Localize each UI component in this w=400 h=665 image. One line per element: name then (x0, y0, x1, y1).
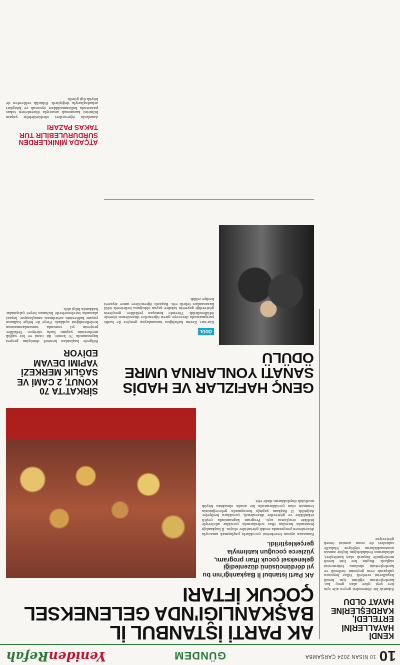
column-divider (319, 309, 320, 639)
hafiz-story (104, 205, 314, 395)
main-headline: AK PARTİ İSTANBUL İL BAŞKANLIĞI'NDA GELENEKSEL ÇOCUK İFTARI (24, 583, 314, 642)
newspaper-logo: YenidenRefah (6, 648, 107, 663)
photo-banner (6, 408, 196, 439)
iftar-photo (6, 408, 196, 578)
bottom-right-headline: ATÇADA MİNİKLERDEN SÜRDÜRÜLEBİLİR TÜR TAKAS PAZARI (18, 123, 98, 145)
right-story (6, 155, 98, 395)
left-story (324, 309, 394, 639)
category-tag: ÖDÜL (199, 329, 212, 334)
main-deck: AK Parti İstanbul İl Başkanlığı'nın bu yıl dördüncüsünü düzenlediği geleneksel çocuk iftarı programı, yüzlerce çocuğun katılımıyla gerçekleştirildi. (202, 540, 314, 578)
hafiz-headline: GENÇ HAFIZLAR VE HADİS SANATI YONLARINA UMRE ÖDÜLÜ (123, 349, 314, 396)
issue-date: 10 NİSAN 2024 ÇARŞAMBA (305, 653, 376, 659)
left-story-body: Sıkıntılı bir dönemden geçen aile için her şeyi göze alan genç kız, kardeşlerinin eğitimi için kendi hayallerini erteledi. Yıllar boyunca çalışarak evin geçimini üstlendi ve kardeşlerinin okulunu bitirmesini sağladı. Bugün her biri kendi mesleğinde başarılı olan kardeşleri, ablalarının fedakârlığını hiçbir zaman unutmadıklarını söylüyor. Mahalle sakinleri de onun azmini örnek gösteriyor. (324, 536, 394, 592)
main-story (6, 401, 314, 641)
hafiz-body: Kur'an-ı Kerim hafızlığını tamamlayan gençler ile hadis yarışmasında dereceye giren öğrenciler düzenlenen törenle ödüllendirildi. Törende konuşan yetkililer, gençlerin gösterdiği gayretin takdire şayan olduğunu belirterek ödül kazananları tebrik etti. Başarılı öğrencilere umre ziyareti hediye edildi. (104, 297, 214, 324)
masthead (0, 644, 400, 665)
main-body: Ramazan ayının bereketini çocuklarla paylaşmak amacıyla düzenlenen programda renkli görüntüler oluştu. İl başkanlığı binasında kurulan iftar sofralarında çocuklar aileleriyle birlikte oruçlarını açtı. Program kapsamında çeşitli etkinlikler ve gösteriler düzenlendi, çocuklara hediyeler dağıtıldı. İl Başkanı yaptığı konuşmada geleceğimizin teminatı olan çocuklarımızla bir arada olmaktan büyük mutluluk duyduklarını ifade etti. (202, 499, 314, 536)
award-ceremony-photo (219, 225, 314, 345)
right-story-body: Bölgede başlatılan kentsel dönüşüm projesi kapsamında 70 konut, iki cami ve bir sağlık merkezinin yapımı hızla sürüyor. Yetkililer projenin yıl sonunda tamamlanmasının hedeflendiğini açıkladı. Proje ile bölge halkının yaşam kalitesinin artırılması amaçlanıyor. İnşaat alanında incelemelerde bulunan heyet çalışmalar hakkında bilgi aldı. (6, 306, 98, 343)
right-story-headline: SİRKAT'TA 70 KONUT, 2 CAMİ VE SAĞLIK MERKEZİ YAPIMI DEVAM EDİYOR (16, 348, 98, 396)
page-number: 10 (379, 647, 396, 664)
section-title: GÜNDEM (174, 649, 226, 661)
section-divider (104, 199, 314, 200)
left-story-headline: KENDİ HAYALLERİNİ ERTELEDİ, KARDEŞLERİNE HAYAT OLDU (330, 597, 394, 640)
bottom-right-body: Anaokulu öğrencileri sürdürülebilir yaşam bilincini kazanmak amacıyla düzenlenen takas pazarında kullanmadıkları oyuncak ve kitapları arkadaşlarıyla değiştirdi. Etkinlik velilerden de büyük ilgi gördü. (6, 96, 98, 119)
bottom-right-story (6, 5, 98, 145)
